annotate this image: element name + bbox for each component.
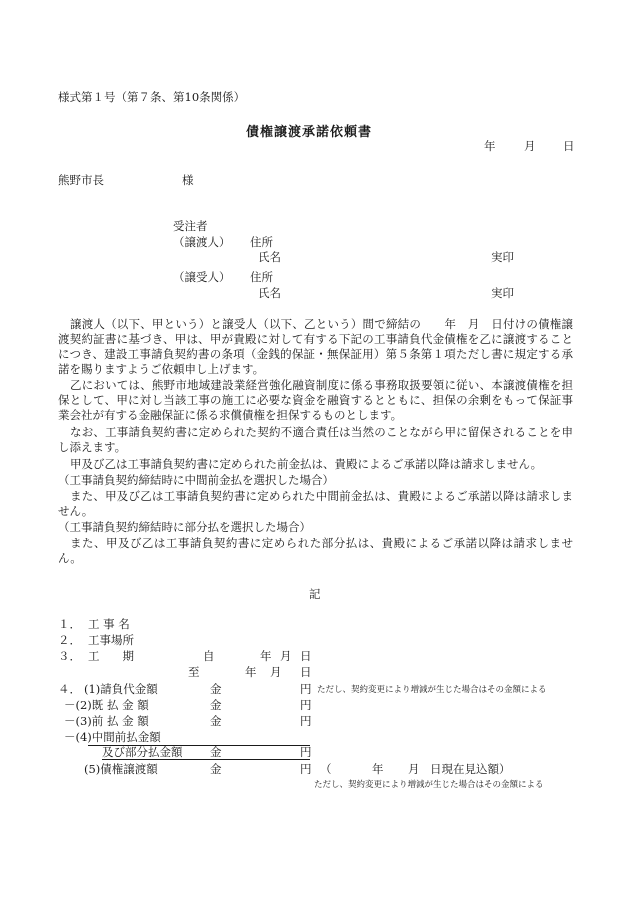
assignor-role: （譲渡人） bbox=[173, 235, 231, 249]
partial-amount-underline bbox=[102, 759, 310, 760]
item-3-label: 工 期 bbox=[88, 649, 134, 663]
item-1-number: １． bbox=[58, 617, 81, 631]
assigned-year: 年 bbox=[372, 762, 384, 776]
body-heading-partial: （工事請負契約締結時に部分払を選択した場合） bbox=[58, 520, 311, 534]
assignee-address-label: 住所 bbox=[250, 270, 273, 284]
assignor-address-label: 住所 bbox=[250, 235, 273, 249]
assignor-seal: 実印 bbox=[491, 250, 514, 264]
term-to-year: 年 bbox=[245, 665, 257, 679]
assignee-role: （譲受人） bbox=[173, 270, 231, 284]
item-2-label: 工事場所 bbox=[88, 633, 134, 647]
date-day: 日 bbox=[563, 139, 575, 153]
contract-amount-kin: 金 bbox=[210, 682, 222, 696]
paid-amount-label: －(2)既 払 金 額 bbox=[64, 698, 149, 712]
assigned-amount-kin: 金 bbox=[210, 762, 222, 776]
partial-amount-kin: 金 bbox=[210, 745, 222, 759]
interim-amount-label: －(4)中間前払金額 bbox=[64, 730, 161, 744]
item-2-number: ２． bbox=[58, 633, 81, 647]
addressee-name: 熊野市長 bbox=[58, 173, 104, 187]
assigned-amount-yen: 円 bbox=[300, 762, 312, 776]
advance-amount-yen: 円 bbox=[300, 714, 312, 728]
assigned-amount-label: (5)債権譲渡額 bbox=[84, 762, 158, 776]
ki-heading: 記 bbox=[309, 587, 321, 601]
advance-amount-kin: 金 bbox=[210, 714, 222, 728]
partial-amount-yen: 円 bbox=[300, 745, 312, 759]
contract-amount-label: (1)請負代金額 bbox=[84, 682, 158, 696]
date-year: 年 bbox=[484, 139, 496, 153]
addressee-honorific: 様 bbox=[182, 173, 194, 187]
assignee-seal: 実印 bbox=[491, 286, 514, 300]
date-month: 月 bbox=[524, 139, 536, 153]
item-1-label: 工 事 名 bbox=[88, 617, 130, 631]
body-paragraph-1: 譲渡人（以下、甲という）と譲受人（以下、乙という）間で締結の 年 月 日付けの債権譲渡契約証書に基づき、甲は、甲が貴殿に対して有する下記の工事請負代金債権を乙に譲渡することにつき、建設工事請負契約書の条項（金銭的保証・無保証用）第５条第１項ただし書に規定する承諾を賜りますようご依頼申し上げます。 bbox=[58, 317, 573, 376]
body-heading-interim: （工事請負契約締結時に中間前金払を選択した場合） bbox=[58, 473, 334, 487]
term-from-month: 月 bbox=[280, 649, 292, 663]
contract-amount-note: ただし、契約変更により増減が生じた場合はその金額による bbox=[317, 685, 547, 695]
assigned-month: 月 bbox=[408, 762, 420, 776]
term-to-day: 日 bbox=[300, 665, 312, 679]
term-from-day: 日 bbox=[300, 649, 312, 663]
body-paragraph-4: 甲及び乙は工事請負契約書に定められた前金払は、貴殿によるご承諾以降は請求しません。 bbox=[70, 457, 543, 471]
assigned-paren-open: （ bbox=[320, 762, 332, 776]
body-paragraph-2: 乙においては、熊野市地域建設業経営強化融資制度に係る事務取扱要領に従い、本譲渡債権を担保として、甲に対し当該工事の施工に必要な資金を融資するとともに、担保の余剰をもって保証事業会社が有する金融保証に係る求償債権を担保するものとします。 bbox=[58, 378, 573, 422]
body-paragraph-5: また、甲及び乙は工事請負契約書に定められた中間前金払は、貴殿によるご承諾以降は請求しません。 bbox=[58, 489, 573, 518]
partial-amount-label: 及び部分払金額 bbox=[102, 745, 183, 759]
assigned-amount-note: ただし、契約変更により増減が生じた場合はその金額による bbox=[314, 780, 544, 790]
assignee-name-label: 氏名 bbox=[258, 286, 281, 300]
item-3-number: ３． bbox=[58, 649, 81, 663]
assignor-name-label: 氏名 bbox=[258, 250, 281, 264]
assigned-asof: 日現在見込額） bbox=[430, 762, 511, 776]
body-paragraph-3: なお、工事請負契約書に定められた契約不適合責任は当然のことながら甲に留保されることを申し添えます。 bbox=[58, 425, 573, 454]
term-to: 至 bbox=[188, 665, 200, 679]
advance-amount-label: －(3)前 払 金 額 bbox=[64, 714, 149, 728]
paid-amount-yen: 円 bbox=[300, 698, 312, 712]
paid-amount-kin: 金 bbox=[210, 698, 222, 712]
contract-amount-yen: 円 bbox=[300, 682, 312, 696]
form-number-label: 様式第１号（第７条、第10条関係） bbox=[58, 90, 246, 104]
item-4-number: ４． bbox=[58, 682, 81, 696]
term-from: 自 bbox=[203, 649, 215, 663]
term-from-year: 年 bbox=[260, 649, 272, 663]
term-to-month: 月 bbox=[270, 665, 282, 679]
body-paragraph-6: また、甲及び乙は工事請負契約書に定められた部分払は、貴殿によるご承諾以降は請求しません。 bbox=[58, 536, 573, 565]
document-title: 債権譲渡承諾依頼書 bbox=[246, 125, 373, 140]
contractor-label: 受注者 bbox=[173, 219, 208, 233]
